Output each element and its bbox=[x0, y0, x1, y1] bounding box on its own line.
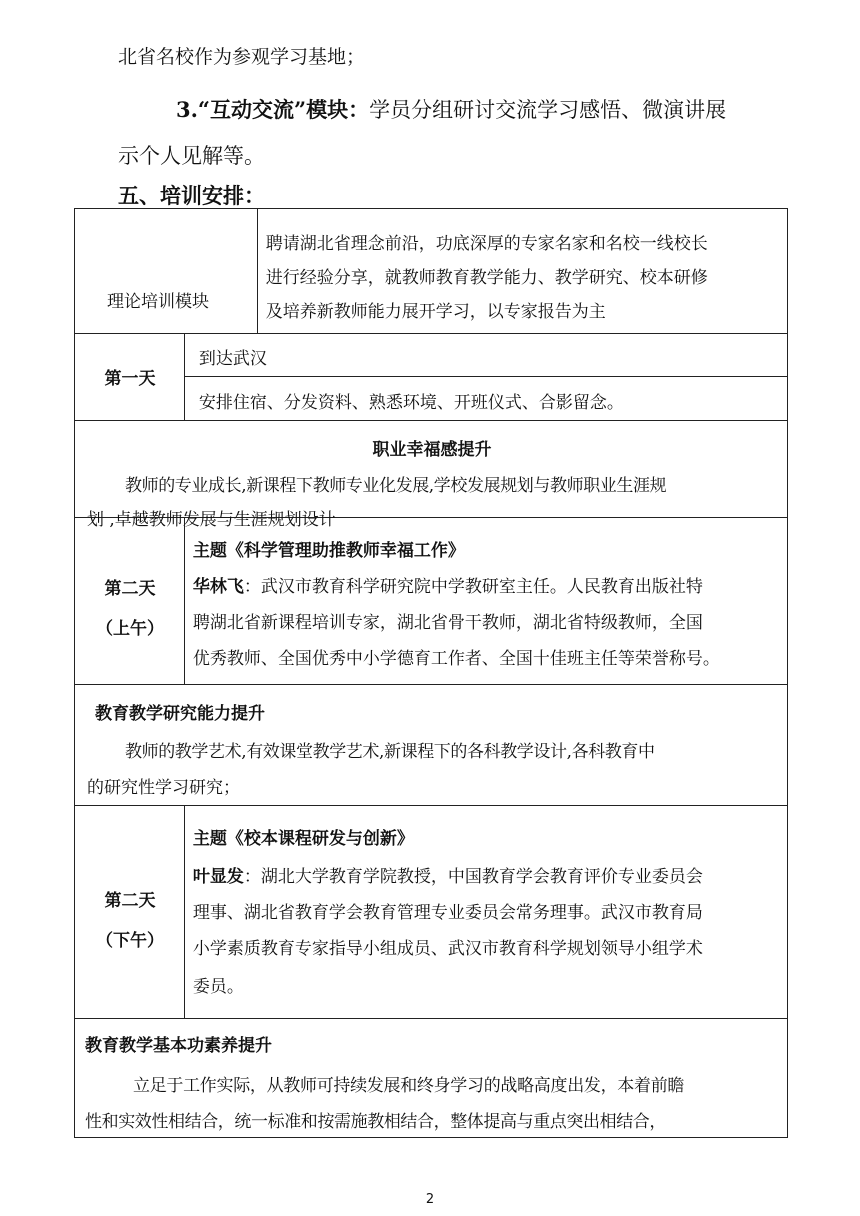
day2am-topic: 主题《科学管理助推教师幸福工作》 bbox=[192, 541, 465, 561]
block2-cell bbox=[75, 685, 788, 806]
table-row bbox=[75, 518, 788, 685]
day2am-bio-line: 优秀教师、全国优秀中小学德育工作者、全国十佳班主任等荣誉称号。 bbox=[192, 649, 720, 669]
day2pm-sublabel: （下午） bbox=[96, 931, 164, 951]
day1-label: 第一天 bbox=[104, 369, 156, 389]
theory-desc-line: 进行经验分享，就教师教育教学能力、教学研究、校本研修 bbox=[265, 268, 708, 288]
day1-line: 到达武汉 bbox=[198, 349, 267, 369]
block1-line: 划 ,卓越教师发展与生涯规划设计 bbox=[87, 510, 336, 530]
table-row bbox=[75, 421, 788, 518]
day1-content-cell bbox=[184, 334, 787, 421]
table-row bbox=[75, 209, 788, 334]
block3-cell bbox=[75, 1019, 788, 1138]
block3-line: 立足于工作实际，从教师可持续发展和终身学习的战略高度出发，本着前瞻 bbox=[133, 1076, 685, 1096]
day1-label-cell bbox=[75, 334, 185, 421]
day2pm-bio-line: 委员。 bbox=[192, 977, 244, 997]
intro-line: 北省名校作为参观学习基地； bbox=[118, 46, 366, 68]
theory-desc-line: 聘请湖北省理念前沿，功底深厚的专家名家和名校一线校长 bbox=[265, 234, 708, 254]
module3-text: 学员分组研讨交流学习感悟、微演讲展 bbox=[369, 98, 727, 122]
module3-paragraph bbox=[176, 94, 726, 124]
day2am-bio-line: 聘湖北省新课程培训专家，湖北省骨干教师，湖北省特级教师，全国 bbox=[192, 613, 703, 633]
block2-line: 的研究性学习研究； bbox=[87, 778, 240, 798]
table-row bbox=[75, 1019, 788, 1138]
day2pm-speaker-line bbox=[193, 862, 703, 887]
theory-desc-cell bbox=[257, 209, 787, 334]
theory-desc-line: 及培养新教师能力展开学习，以专家报告为主 bbox=[265, 302, 606, 322]
block3-line: 性和实效性相结合，统一标准和按需施教相结合，整体提高与重点突出相结合， bbox=[85, 1112, 666, 1132]
schedule-table bbox=[74, 208, 788, 1138]
day2pm-bio: ：湖北大学教育学院教授，中国教育学会教育评价专业委员会 bbox=[243, 867, 703, 887]
block1-line: 教师的专业成长,新课程下教师专业化发展,学校发展规划与教师职业生涯规 bbox=[125, 476, 667, 496]
day2pm-topic: 主题《校本课程研发与创新》 bbox=[192, 829, 414, 849]
day2pm-bio-line: 理事、湖北省教育学会教育管理专业委员会常务理事。武汉市教育局 bbox=[192, 903, 703, 923]
table-row bbox=[75, 334, 788, 421]
day2am-sublabel: （上午） bbox=[96, 619, 164, 639]
day2pm-label: 第二天 bbox=[104, 891, 156, 911]
day1-line: 安排住宿、分发资料、熟悉环境、开班仪式、合影留念。 bbox=[198, 393, 624, 413]
day2pm-content-cell bbox=[184, 806, 787, 1019]
module3-label: 3.“互动交流”模块： bbox=[176, 97, 370, 122]
block3-title: 教育教学基本功素养提升 bbox=[85, 1036, 272, 1056]
day2pm-bio-line: 小学素质教育专家指导小组成员、武汉市教育科学规划领导小组学术 bbox=[192, 939, 703, 959]
day2am-content-cell bbox=[184, 518, 787, 685]
day2am-bio: ：武汉市教育科学研究院中学教研室主任。人民教育出版社特 bbox=[243, 577, 703, 597]
day2am-label: 第二天 bbox=[104, 579, 156, 599]
day2pm-label-cell bbox=[75, 806, 185, 1019]
block2-title: 教育教学研究能力提升 bbox=[95, 704, 265, 724]
module3-text-cont: 示个人见解等。 bbox=[118, 144, 265, 168]
table-row bbox=[75, 685, 788, 806]
block2-line: 教师的教学艺术,有效课堂教学艺术,新课程下的各科教学设计,各科教育中 bbox=[125, 742, 655, 762]
day2am-speaker-line bbox=[193, 572, 703, 597]
block1-cell bbox=[75, 421, 788, 530]
theory-label-cell bbox=[75, 209, 258, 334]
day2am-speaker: 华林飞 bbox=[192, 577, 244, 597]
day2am-label-cell bbox=[75, 518, 185, 685]
table-row bbox=[75, 806, 788, 1019]
theory-label: 理论培训模块 bbox=[107, 292, 209, 312]
divider bbox=[185, 376, 787, 377]
day2pm-speaker: 叶显发 bbox=[192, 867, 244, 887]
block1-title: 职业幸福感提升 bbox=[372, 440, 492, 460]
section-title: 五、培训安排： bbox=[118, 183, 265, 208]
page-number: 2 bbox=[425, 1192, 435, 1207]
